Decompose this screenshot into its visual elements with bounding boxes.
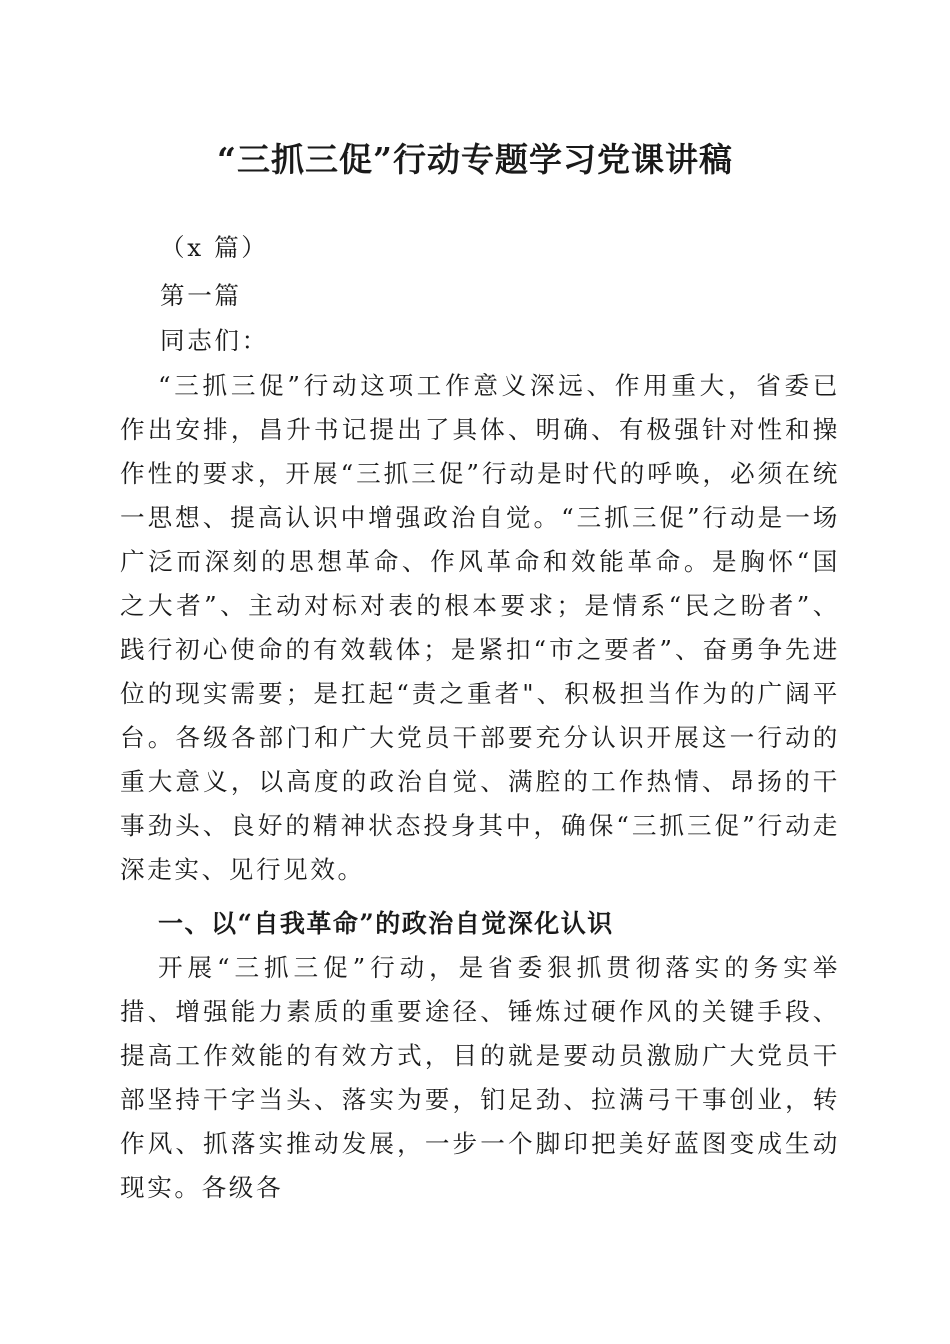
salutation: 同志们：: [160, 326, 269, 355]
document-title: “三抓三促”行动专题学习党课讲稿: [217, 140, 733, 179]
paragraph-1: “三抓三促”行动这项工作意义深远、作用重大，省委已作出安排，昌升书记提出了具体、明确、有极强针对性和操作性的要求，开展“三抓三促”行动是时代的呼唤，必须在统一思想、提高认识中增强政治自觉。“三抓三促”行动是一场广泛而深刻的思想革命、作风革命和效能革命。是胸怀“国之大者”、主动对标对表的根本要求；是情系“民之盼者”、践行初心使命的有效载体；是紧扣“市之要者”、奋勇争先进位的现实需要；是扛起“责之重者"、积极担当作为的广阔平台。各级各部门和广大党员干部要充分认识开展这一行动的重大意义，以高度的政治自觉、满腔的工作热情、昂扬的干事劲头、良好的精神状态投身其中，确保“三抓三促”行动走深走实、见行见效。: [120, 371, 840, 884]
section-heading-1: 一、以“自我革命”的政治自觉深化认识: [158, 909, 614, 938]
paragraph-2: 开展“三抓三促”行动，是省委狠抓贯彻落实的务实举措、增强能力素质的重要途径、锤炼过硬作风的关键手段、提高工作效能的有效方式，目的就是要动员激励广大党员干部坚持干字当头、落实为要，钔足劲、拉满弓干事创业，转作风、抓落实推动发展，一步一个脚印把美好蓝图变成生动现实。各级各: [120, 953, 840, 1202]
document-subtitle: （x 篇）: [160, 233, 269, 262]
part-label: 第一篇: [160, 281, 242, 310]
